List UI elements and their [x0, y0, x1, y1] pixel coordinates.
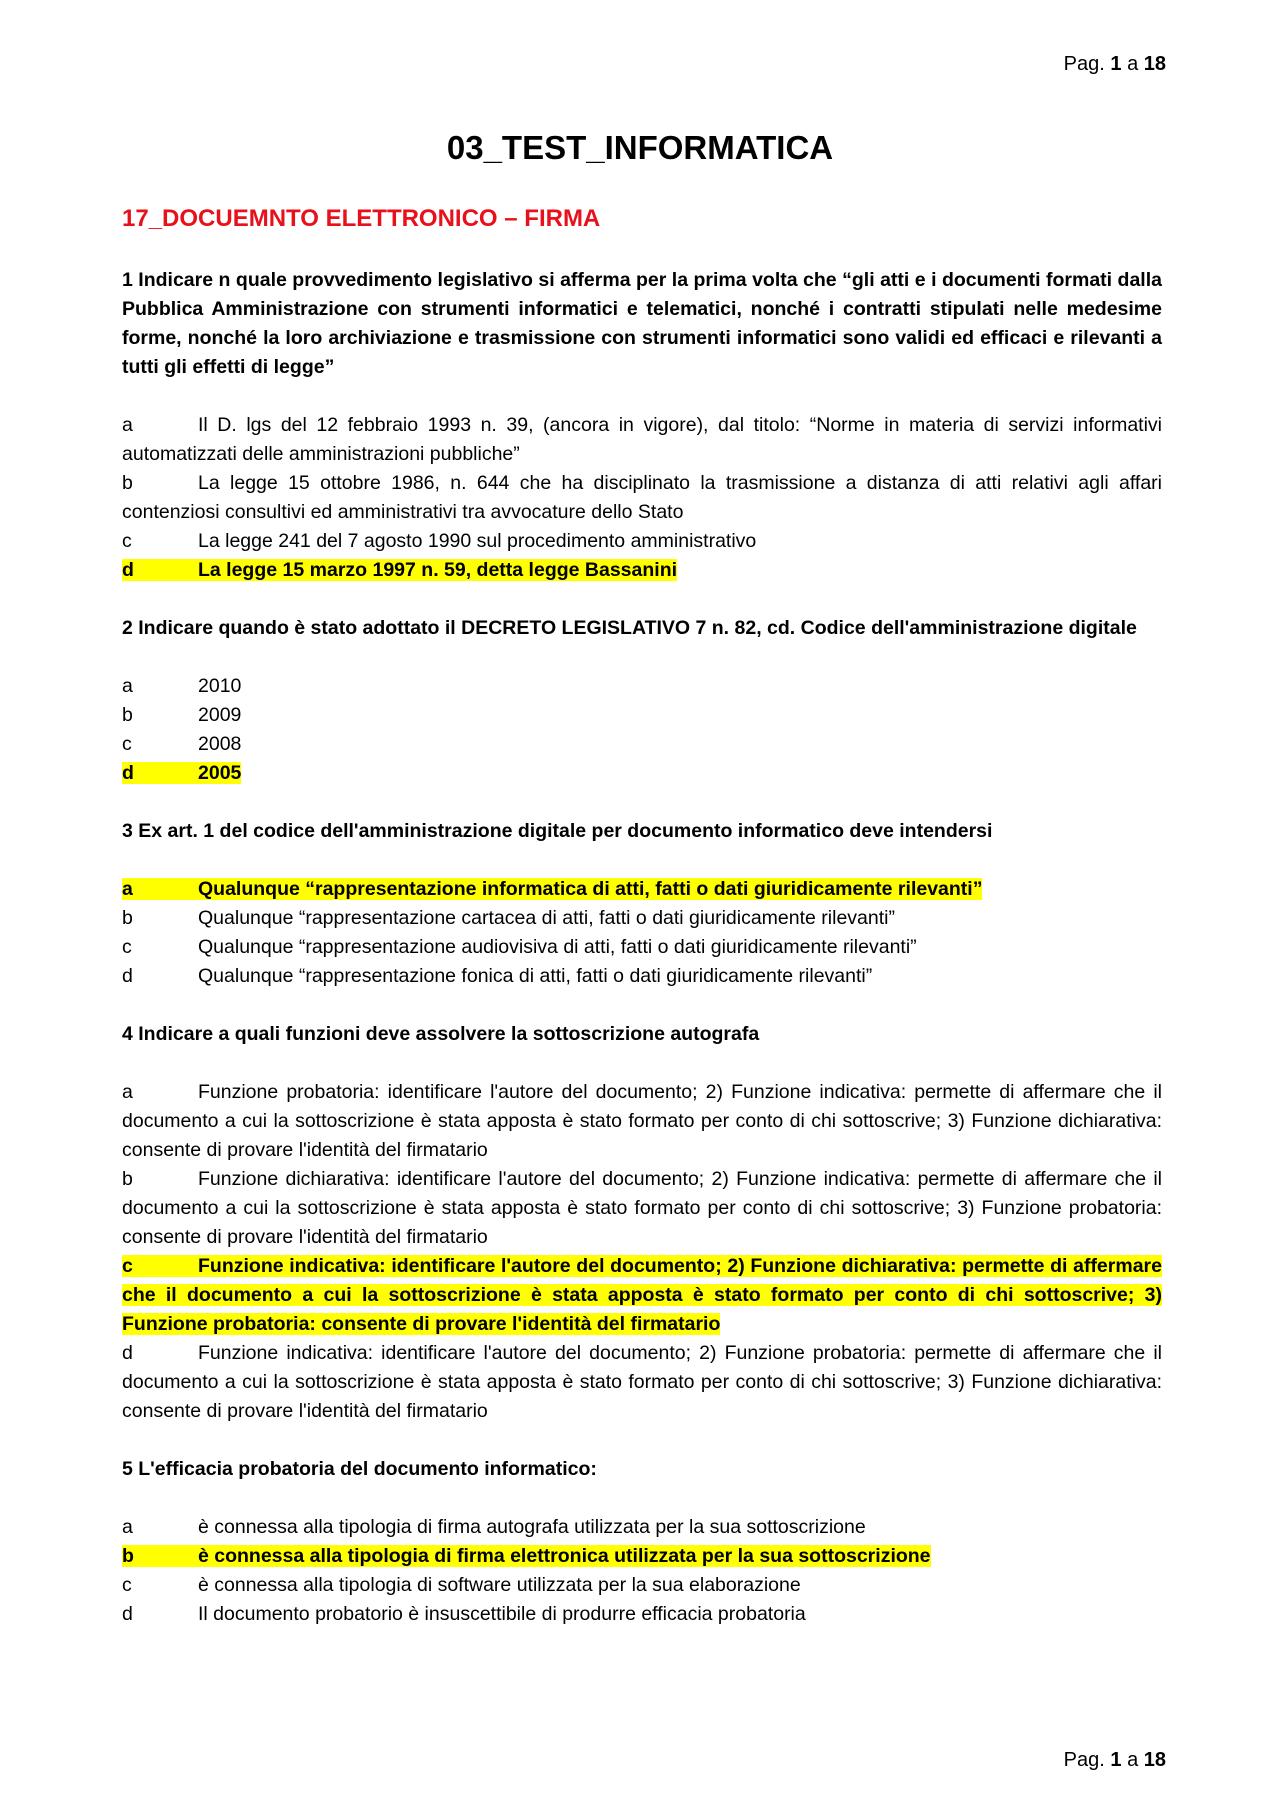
answer-option	[122, 701, 1162, 730]
answer-text: 2009	[198, 704, 242, 726]
answer-option-correct	[122, 1252, 1162, 1339]
answer-text: Qualunque “rappresentazione audiovisiva di atti, fatti o dati giuridicamente rilevanti”	[198, 936, 917, 958]
answer-list	[122, 1513, 1162, 1629]
answer-list	[122, 672, 1162, 788]
answer-text: Il documento probatorio è insuscettibile di produrre efficacia probatoria	[198, 1603, 806, 1625]
answer-letter: d	[122, 559, 134, 581]
answer-option-correct	[122, 556, 1162, 585]
answer-option	[122, 1513, 1162, 1542]
answer-letter: d	[122, 965, 133, 987]
answer-text: è connessa alla tipologia di firma elettronica utilizzata per la sua sottoscrizione	[198, 1545, 931, 1567]
answer-letter: d	[122, 1603, 133, 1625]
answer-letter: c	[122, 1574, 132, 1596]
question-text: 4 Indicare a quali funzioni deve assolvere la sottoscrizione autografa	[122, 1023, 760, 1045]
answer-option	[122, 1165, 1162, 1252]
answer-text: 2010	[198, 675, 242, 697]
answer-letter: d	[122, 762, 134, 784]
answer-option	[122, 411, 1162, 469]
answer-option	[122, 1078, 1162, 1165]
answer-option	[122, 1339, 1162, 1426]
page-prefix: Pag.	[1063, 53, 1105, 75]
page-separator: a	[1127, 53, 1139, 75]
answer-letter: b	[122, 1168, 133, 1190]
answer-option	[122, 1571, 1162, 1600]
answer-option	[122, 730, 1162, 759]
page-current: 1	[1110, 1749, 1122, 1771]
answer-text: è connessa alla tipologia di software utilizzata per la sua elaborazione	[198, 1574, 801, 1596]
answer-text: La legge 15 ottobre 1986, n. 644 che ha disciplinato la trasmissione a distanza di atti relativi agli affari contenziosi consultivi ed amministrativi tra avvocature dello Stato	[122, 472, 1162, 523]
answer-letter: a	[122, 675, 133, 697]
answer-letter: c	[122, 1255, 133, 1277]
answer-letter: b	[122, 907, 133, 929]
answer-letter: a	[122, 414, 133, 436]
answer-text: Funzione indicativa: identificare l'autore del documento; 2) Funzione probatoria: permette di affermare che il documento a cui la sottoscrizione è stata apposta è stato formato per conto di chi sottoscrive; 3) Funzione dichiarativa: consente di provare l'identità del firmatario	[122, 1342, 1162, 1422]
answer-text: 2008	[198, 733, 242, 755]
page-total: 18	[1143, 53, 1166, 75]
answer-list	[122, 411, 1162, 585]
answer-letter: a	[122, 878, 133, 900]
answer-option	[122, 904, 1162, 933]
document-title: 03_TEST_INFORMATICA	[446, 129, 834, 166]
answer-text: Funzione indicativa: identificare l'autore del documento; 2) Funzione dichiarativa: permette di affermare che il documento a cui la sottoscrizione è stata apposta è stato formato per conto di chi sottoscrive; 3) Funzione probatoria: consente di provare l'identità del firmatario	[122, 1255, 1162, 1335]
question-text: 2 Indicare quando è stato adottato il DECRETO LEGISLATIVO 7 n. 82, cd. Codice dell'amministrazione digitale	[122, 617, 1137, 639]
answer-text: 2005	[198, 762, 242, 784]
page-prefix: Pag.	[1063, 1749, 1105, 1771]
answer-text: Funzione probatoria: identificare l'autore del documento; 2) Funzione indicativa: permette di affermare che il documento a cui la sottoscrizione è stata apposta è stato formato per conto di chi sottoscrive; 3) Funzione dichiarativa: consente di provare l'identità del firmatario	[122, 1081, 1162, 1161]
page-separator: a	[1127, 1749, 1139, 1771]
answer-letter: c	[122, 936, 132, 958]
answer-letter: a	[122, 1081, 133, 1103]
answer-text: Il D. lgs del 12 febbraio 1993 n. 39, (ancora in vigore), dal titolo: “Norme in materia di servizi informativi automatizzati delle amministrazioni pubbliche”	[122, 414, 1162, 465]
answer-letter: c	[122, 530, 132, 552]
answer-text: Qualunque “rappresentazione fonica di atti, fatti o dati giuridicamente rilevanti”	[198, 965, 873, 987]
section-title: 17_DOCUEMNTO ELETTRONICO – FIRMA	[122, 205, 601, 232]
answer-letter: a	[122, 1516, 133, 1538]
page-total: 18	[1143, 1749, 1166, 1771]
answer-option	[122, 469, 1162, 527]
answer-option	[122, 1600, 1162, 1629]
answer-option	[122, 527, 1162, 556]
answer-text: Funzione dichiarativa: identificare l'autore del documento; 2) Funzione indicativa: permette di affermare che il documento a cui la sottoscrizione è stata apposta è stato formato per conto di chi sottoscrive; 3) Funzione probatoria: consente di provare l'identità del firmatario	[122, 1168, 1162, 1248]
answer-list	[122, 1078, 1162, 1426]
answer-list	[122, 875, 1162, 991]
answer-letter: d	[122, 1342, 133, 1364]
answer-text: Qualunque “rappresentazione cartacea di atti, fatti o dati giuridicamente rilevanti”	[198, 907, 895, 929]
answer-text: La legge 15 marzo 1997 n. 59, detta legge Bassanini	[198, 559, 678, 581]
questions-list	[122, 266, 1162, 1658]
page-current: 1	[1110, 53, 1122, 75]
question-text: 3 Ex art. 1 del codice dell'amministrazione digitale per documento informatico deve intendersi	[122, 820, 993, 842]
page-number-header	[1064, 52, 1166, 76]
answer-letter: b	[122, 472, 133, 494]
answer-option	[122, 933, 1162, 962]
answer-text: Qualunque “rappresentazione informatica di atti, fatti o dati giuridicamente rilevanti”	[198, 878, 983, 900]
page-number-footer	[1064, 1748, 1166, 1772]
answer-option-correct	[122, 875, 1162, 904]
answer-letter: b	[122, 1545, 134, 1567]
answer-option	[122, 672, 1162, 701]
answer-option-correct	[122, 1542, 1162, 1571]
answer-letter: b	[122, 704, 133, 726]
answer-letter: c	[122, 733, 132, 755]
answer-text: La legge 241 del 7 agosto 1990 sul procedimento amministrativo	[198, 530, 757, 552]
answer-option	[122, 962, 1162, 991]
question-text: 5 L'efficacia probatoria del documento informatico:	[122, 1458, 597, 1480]
question-text: 1 Indicare n quale provvedimento legislativo si afferma per la prima volta che “gli atti e i documenti formati dalla Pubblica Amministrazione con strumenti informatici e telematici, nonché i contratti stipulati nelle medesime forme, nonché la loro archiviazione e trasmissione con strumenti informatici sono validi ed efficaci e rilevanti a tutti gli effetti di legge”	[122, 269, 1162, 378]
answer-text: è connessa alla tipologia di firma autografa utilizzata per la sua sottoscrizione	[198, 1516, 866, 1538]
answer-option-correct	[122, 759, 1162, 788]
